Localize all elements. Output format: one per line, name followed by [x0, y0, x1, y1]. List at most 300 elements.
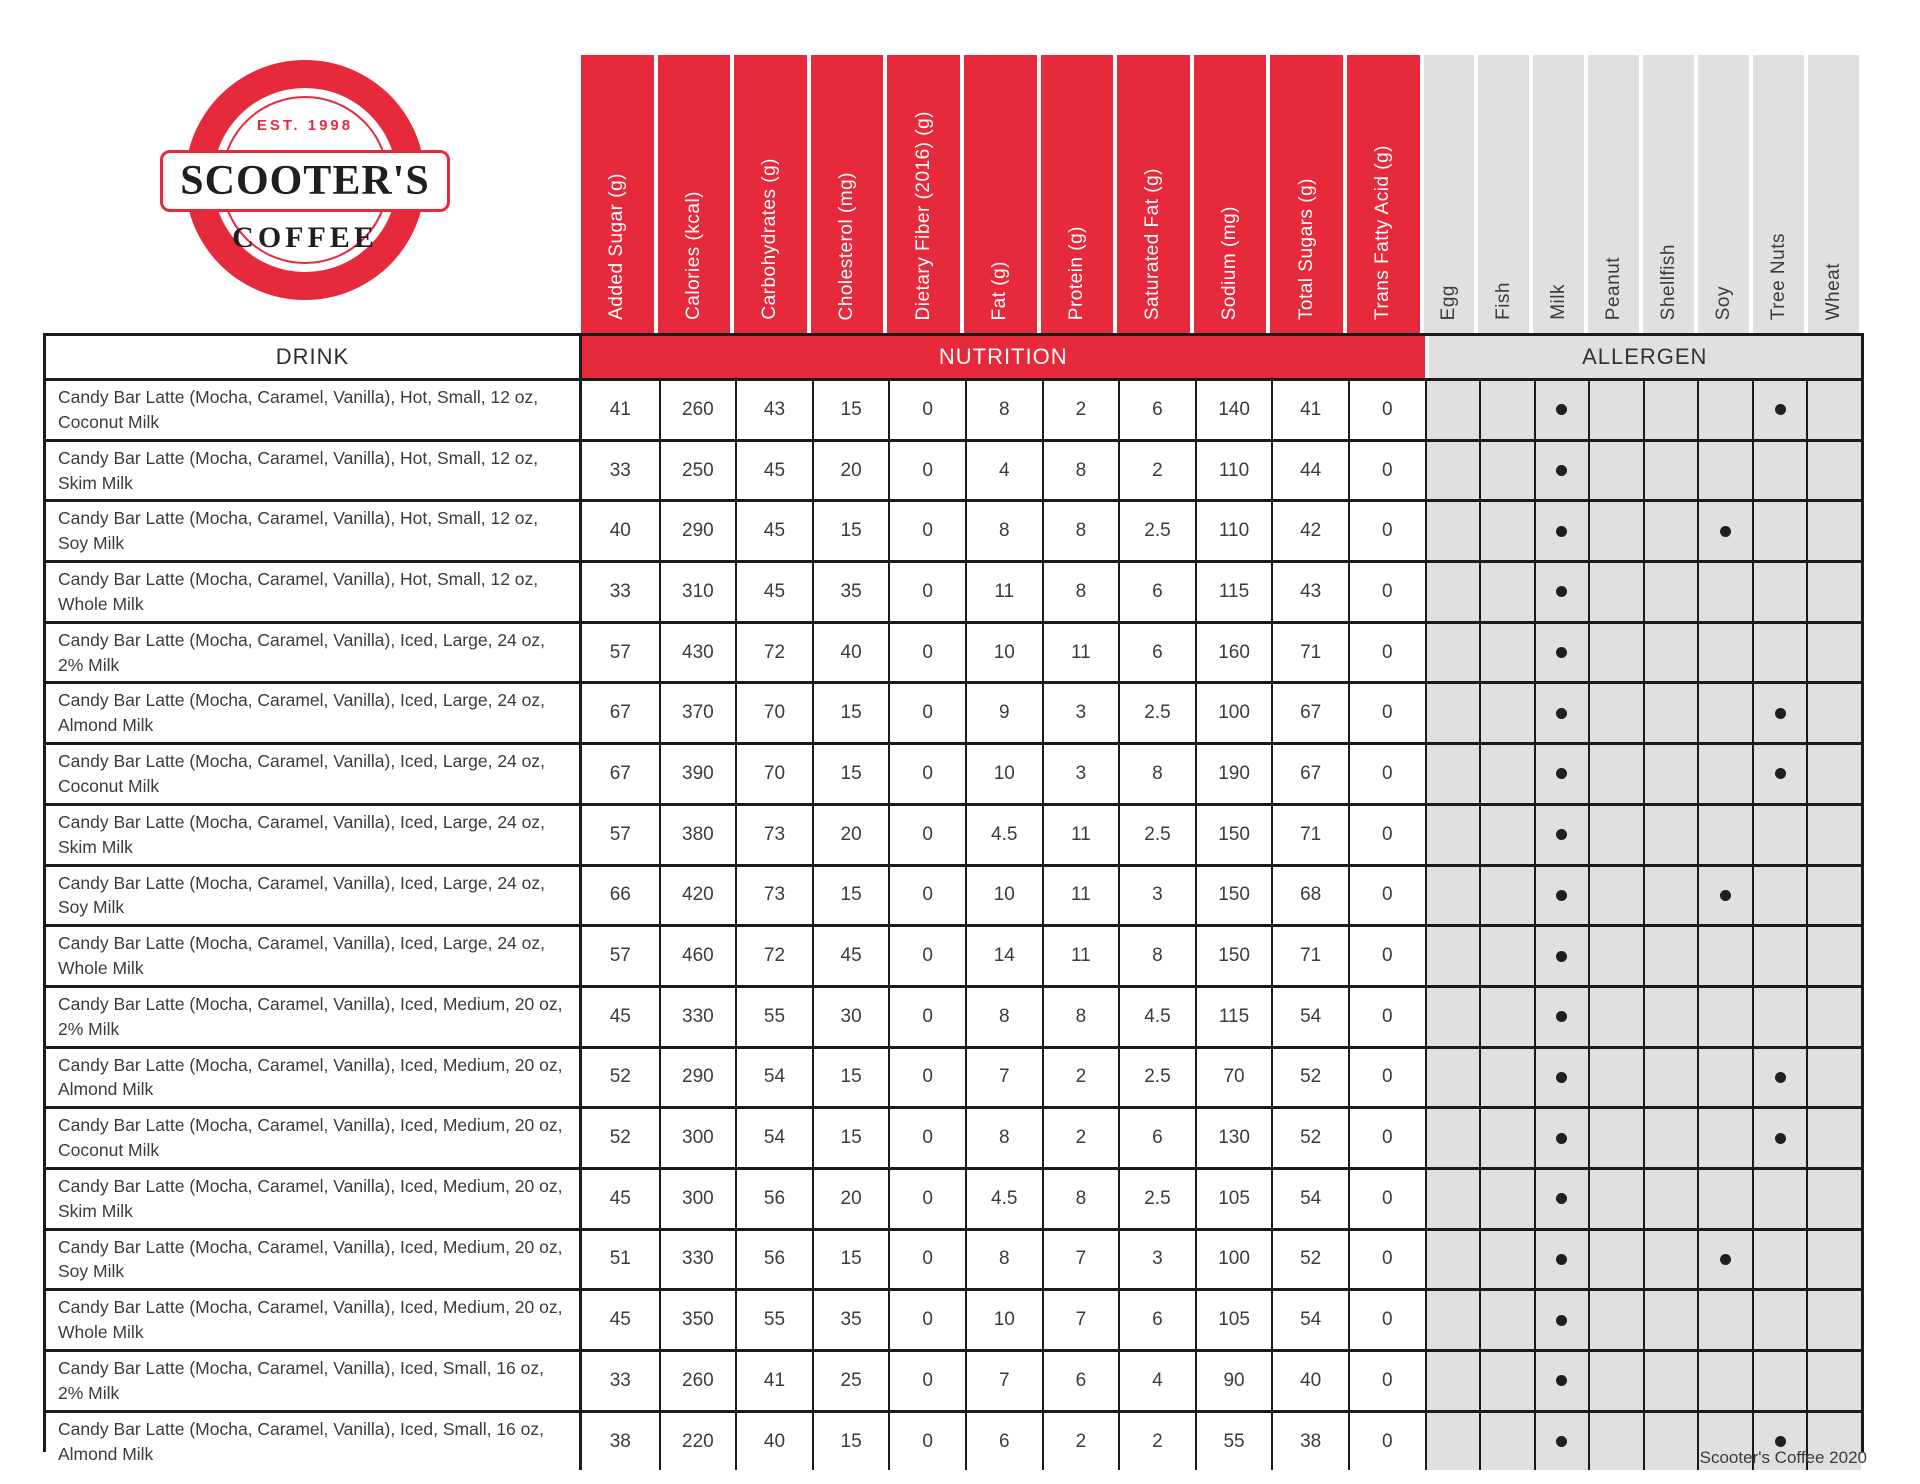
value-cell: 0	[1348, 742, 1425, 803]
allergen-cell	[1425, 1046, 1480, 1107]
value-cell: 8	[965, 985, 1042, 1046]
value-cell: 0	[888, 1288, 965, 1349]
allergen-cell	[1643, 1288, 1698, 1349]
allergen-cell	[1806, 621, 1861, 682]
value-cell: 2.5	[1118, 499, 1195, 560]
value-cell: 15	[812, 864, 889, 925]
allergen-cell	[1752, 985, 1807, 1046]
allergen-cell	[1588, 864, 1643, 925]
allergen-cell	[1588, 924, 1643, 985]
value-cell: 14	[965, 924, 1042, 985]
value-cell: 40	[812, 621, 889, 682]
value-cell: 290	[659, 499, 736, 560]
allergen-cell	[1534, 499, 1589, 560]
allergen-cell	[1588, 560, 1643, 621]
value-cell: 70	[735, 681, 812, 742]
value-cell: 4.5	[965, 1167, 1042, 1228]
value-cell: 190	[1195, 742, 1272, 803]
allergen-cell	[1479, 803, 1534, 864]
value-cell: 8	[1042, 439, 1119, 500]
value-cell: 0	[1348, 1349, 1425, 1410]
allergen-cell	[1752, 681, 1807, 742]
allergen-cell	[1588, 1106, 1643, 1167]
allergen-cell	[1425, 378, 1480, 439]
value-cell: 55	[735, 985, 812, 1046]
allergen-cell	[1588, 439, 1643, 500]
value-cell: 4	[965, 439, 1042, 500]
drink-cell: Candy Bar Latte (Mocha, Caramel, Vanilla), Iced, Medium, 20 oz, Coconut Milk	[46, 1106, 582, 1167]
allergen-column-label: Egg	[1437, 284, 1459, 320]
value-cell: 0	[1348, 499, 1425, 560]
value-cell: 15	[812, 1410, 889, 1471]
value-cell: 57	[582, 621, 659, 682]
value-cell: 0	[888, 499, 965, 560]
value-cell: 110	[1195, 439, 1272, 500]
value-cell: 15	[812, 499, 889, 560]
value-cell: 40	[735, 1410, 812, 1471]
drink-cell: Candy Bar Latte (Mocha, Caramel, Vanilla), Iced, Large, 24 oz, Coconut Milk	[46, 742, 582, 803]
allergen-cell	[1643, 1046, 1698, 1107]
value-cell: 54	[1271, 1167, 1348, 1228]
value-cell: 33	[582, 439, 659, 500]
allergen-cell	[1534, 1046, 1589, 1107]
value-cell: 105	[1195, 1288, 1272, 1349]
value-cell: 2.5	[1118, 803, 1195, 864]
allergen-cell	[1697, 439, 1752, 500]
allergen-cell	[1806, 439, 1861, 500]
allergen-dot	[1556, 465, 1567, 476]
allergen-cell	[1752, 1106, 1807, 1167]
allergen-cell	[1588, 803, 1643, 864]
allergen-cell	[1752, 1288, 1807, 1349]
allergen-cell	[1588, 499, 1643, 560]
allergen-cell	[1643, 1349, 1698, 1410]
drink-cell: Candy Bar Latte (Mocha, Caramel, Vanilla), Iced, Medium, 20 oz, Whole Milk	[46, 1288, 582, 1349]
allergen-cell	[1534, 1167, 1589, 1228]
allergen-dot	[1775, 1436, 1786, 1447]
allergen-cell	[1534, 378, 1589, 439]
value-cell: 0	[888, 1167, 965, 1228]
allergen-cell	[1697, 1349, 1752, 1410]
allergen-cell	[1534, 1410, 1589, 1471]
value-cell: 15	[812, 1046, 889, 1107]
allergen-column-header	[1422, 55, 1477, 333]
allergen-column-label: Fish	[1492, 282, 1514, 320]
value-cell: 15	[812, 1106, 889, 1167]
value-cell: 310	[659, 560, 736, 621]
value-cell: 45	[735, 499, 812, 560]
allergen-cell	[1697, 1046, 1752, 1107]
allergen-cell	[1643, 985, 1698, 1046]
allergen-cell	[1806, 1046, 1861, 1107]
value-cell: 15	[812, 681, 889, 742]
value-cell: 0	[888, 742, 965, 803]
allergen-cell	[1425, 1349, 1480, 1410]
allergen-column-header	[1531, 55, 1586, 333]
value-cell: 45	[735, 439, 812, 500]
allergen-column-label: Peanut	[1602, 256, 1624, 320]
allergen-cell	[1425, 681, 1480, 742]
value-cell: 72	[735, 621, 812, 682]
value-cell: 0	[888, 924, 965, 985]
allergen-cell	[1752, 803, 1807, 864]
allergen-dot	[1556, 1254, 1567, 1265]
allergen-cell	[1643, 560, 1698, 621]
allergen-dot	[1775, 1133, 1786, 1144]
value-cell: 140	[1195, 378, 1272, 439]
allergen-cell	[1752, 1228, 1807, 1289]
value-cell: 41	[582, 378, 659, 439]
value-cell: 430	[659, 621, 736, 682]
allergen-dot	[1556, 1436, 1567, 1447]
allergen-cell	[1806, 864, 1861, 925]
allergen-dot	[1775, 404, 1786, 415]
allergen-cell	[1588, 1167, 1643, 1228]
allergen-cell	[1697, 499, 1752, 560]
allergen-cell	[1425, 1228, 1480, 1289]
allergen-cell	[1588, 378, 1643, 439]
allergen-cell	[1588, 742, 1643, 803]
value-cell: 40	[1271, 1349, 1348, 1410]
allergen-cell	[1479, 378, 1534, 439]
allergen-cell	[1643, 742, 1698, 803]
allergen-cell	[1752, 1349, 1807, 1410]
value-cell: 54	[735, 1046, 812, 1107]
allergen-cell	[1806, 681, 1861, 742]
value-cell: 10	[965, 742, 1042, 803]
allergen-cell	[1806, 1288, 1861, 1349]
value-cell: 3	[1118, 1228, 1195, 1289]
logo-established-text: EST. 1998	[256, 117, 354, 134]
logo-column-spacer	[46, 55, 579, 333]
allergen-cell	[1643, 1106, 1698, 1167]
allergen-cell	[1534, 681, 1589, 742]
allergen-cell	[1534, 864, 1589, 925]
allergen-cell	[1534, 742, 1589, 803]
drink-cell: Candy Bar Latte (Mocha, Caramel, Vanilla), Iced, Large, 24 oz, Whole Milk	[46, 924, 582, 985]
value-cell: 0	[888, 1228, 965, 1289]
allergen-cell	[1534, 985, 1589, 1046]
drink-cell: Candy Bar Latte (Mocha, Caramel, Vanilla), Iced, Medium, 20 oz, Almond Milk	[46, 1046, 582, 1107]
allergen-column-header	[1696, 55, 1751, 333]
value-cell: 70	[735, 742, 812, 803]
value-cell: 8	[1118, 742, 1195, 803]
allergen-cell	[1425, 864, 1480, 925]
value-cell: 330	[659, 985, 736, 1046]
allergen-cell	[1479, 985, 1534, 1046]
value-cell: 4.5	[965, 803, 1042, 864]
allergen-cell	[1643, 864, 1698, 925]
value-cell: 67	[1271, 681, 1348, 742]
value-cell: 0	[1348, 621, 1425, 682]
nutrition-column-label: Dietary Fiber (2016) (g)	[912, 110, 934, 320]
value-cell: 57	[582, 803, 659, 864]
allergen-dot	[1556, 647, 1567, 658]
allergen-cell	[1534, 439, 1589, 500]
allergen-cell	[1697, 1106, 1752, 1167]
value-cell: 150	[1195, 803, 1272, 864]
value-cell: 10	[965, 864, 1042, 925]
value-cell: 45	[582, 1288, 659, 1349]
value-cell: 67	[582, 742, 659, 803]
allergen-cell	[1588, 1349, 1643, 1410]
value-cell: 115	[1195, 560, 1272, 621]
allergen-cell	[1643, 1228, 1698, 1289]
allergen-dot	[1775, 768, 1786, 779]
allergen-dot	[1775, 1072, 1786, 1083]
nutrition-column-header	[732, 55, 809, 333]
allergen-dot	[1556, 1375, 1567, 1386]
allergen-cell	[1479, 681, 1534, 742]
value-cell: 0	[1348, 1106, 1425, 1167]
value-cell: 2.5	[1118, 1167, 1195, 1228]
value-cell: 6	[1118, 378, 1195, 439]
allergen-cell	[1752, 1046, 1807, 1107]
allergen-cell	[1697, 1288, 1752, 1349]
drink-cell: Candy Bar Latte (Mocha, Caramel, Vanilla), Hot, Small, 12 oz, Soy Milk	[46, 499, 582, 560]
value-cell: 0	[888, 1106, 965, 1167]
value-cell: 11	[1042, 621, 1119, 682]
allergen-dot	[1556, 708, 1567, 719]
value-cell: 71	[1271, 621, 1348, 682]
vertical-header-row	[46, 55, 1861, 333]
value-cell: 20	[812, 803, 889, 864]
allergen-cell	[1752, 499, 1807, 560]
value-cell: 44	[1271, 439, 1348, 500]
value-cell: 54	[735, 1106, 812, 1167]
drink-cell: Candy Bar Latte (Mocha, Caramel, Vanilla), Iced, Large, 24 oz, Skim Milk	[46, 803, 582, 864]
value-cell: 0	[888, 864, 965, 925]
value-cell: 25	[812, 1349, 889, 1410]
logo-brand-name: SCOOTER'S	[180, 158, 430, 204]
drink-cell: Candy Bar Latte (Mocha, Caramel, Vanilla), Iced, Medium, 20 oz, 2% Milk	[46, 985, 582, 1046]
allergen-cell	[1697, 378, 1752, 439]
allergen-cell	[1479, 1046, 1534, 1107]
allergen-dot	[1720, 890, 1731, 901]
allergen-cell	[1425, 924, 1480, 985]
allergen-column-header	[1586, 55, 1641, 333]
value-cell: 0	[888, 985, 965, 1046]
value-cell: 2	[1042, 378, 1119, 439]
allergen-column-header	[1806, 55, 1861, 333]
allergen-cell	[1425, 1106, 1480, 1167]
value-cell: 150	[1195, 924, 1272, 985]
value-cell: 45	[812, 924, 889, 985]
allergen-cell	[1534, 1288, 1589, 1349]
allergen-cell	[1534, 924, 1589, 985]
allergen-cell	[1697, 681, 1752, 742]
drink-cell: Candy Bar Latte (Mocha, Caramel, Vanilla), Iced, Large, 24 oz, Almond Milk	[46, 681, 582, 742]
value-cell: 45	[582, 1167, 659, 1228]
allergen-cell	[1643, 1410, 1698, 1471]
nutrition-column-header	[579, 55, 656, 333]
value-cell: 0	[888, 621, 965, 682]
value-cell: 220	[659, 1410, 736, 1471]
value-cell: 68	[1271, 864, 1348, 925]
value-cell: 3	[1042, 681, 1119, 742]
allergen-cell	[1534, 803, 1589, 864]
value-cell: 7	[965, 1349, 1042, 1410]
allergen-cell	[1588, 1288, 1643, 1349]
value-cell: 0	[888, 1410, 965, 1471]
value-cell: 35	[812, 1288, 889, 1349]
allergen-cell	[1752, 1167, 1807, 1228]
allergen-cell	[1806, 803, 1861, 864]
value-cell: 9	[965, 681, 1042, 742]
allergen-cell	[1534, 1228, 1589, 1289]
value-cell: 390	[659, 742, 736, 803]
allergen-cell	[1479, 742, 1534, 803]
value-cell: 67	[1271, 742, 1348, 803]
value-cell: 41	[735, 1349, 812, 1410]
allergen-cell	[1479, 499, 1534, 560]
value-cell: 30	[812, 985, 889, 1046]
value-cell: 160	[1195, 621, 1272, 682]
value-cell: 115	[1195, 985, 1272, 1046]
allergen-dot	[1720, 526, 1731, 537]
value-cell: 0	[1348, 864, 1425, 925]
value-cell: 38	[1271, 1410, 1348, 1471]
value-cell: 66	[582, 864, 659, 925]
allergen-cell	[1697, 742, 1752, 803]
value-cell: 6	[1118, 560, 1195, 621]
allergen-cell	[1697, 985, 1752, 1046]
value-cell: 15	[812, 1228, 889, 1289]
drink-cell: Candy Bar Latte (Mocha, Caramel, Vanilla), Hot, Small, 12 oz, Skim Milk	[46, 439, 582, 500]
value-cell: 8	[1042, 1167, 1119, 1228]
value-cell: 40	[582, 499, 659, 560]
value-cell: 6	[965, 1410, 1042, 1471]
allergen-dot	[1556, 890, 1567, 901]
value-cell: 38	[582, 1410, 659, 1471]
allergen-cell	[1588, 681, 1643, 742]
value-cell: 90	[1195, 1349, 1272, 1410]
allergen-column-label: Tree Nuts	[1767, 232, 1789, 320]
drink-cell: Candy Bar Latte (Mocha, Caramel, Vanilla), Hot, Small, 12 oz, Coconut Milk	[46, 378, 582, 439]
value-cell: 290	[659, 1046, 736, 1107]
value-cell: 11	[1042, 864, 1119, 925]
allergen-cell	[1643, 621, 1698, 682]
allergen-dot	[1556, 1315, 1567, 1326]
allergen-cell	[1697, 864, 1752, 925]
value-cell: 6	[1118, 1288, 1195, 1349]
nutrition-column-label: Protein (g)	[1065, 225, 1087, 320]
logo-coffee-text: COFFEE	[232, 221, 378, 254]
drink-section-header: DRINK	[46, 336, 582, 378]
nutrition-column-header	[1268, 55, 1345, 333]
allergen-cell	[1697, 1228, 1752, 1289]
value-cell: 73	[735, 864, 812, 925]
value-cell: 0	[1348, 1288, 1425, 1349]
allergen-dot	[1556, 1072, 1567, 1083]
allergen-cell	[1697, 560, 1752, 621]
value-cell: 130	[1195, 1106, 1272, 1167]
allergen-cell	[1643, 924, 1698, 985]
value-cell: 73	[735, 803, 812, 864]
value-cell: 110	[1195, 499, 1272, 560]
allergen-cell	[1697, 1167, 1752, 1228]
nutrition-column-label: Fat (g)	[989, 260, 1011, 320]
nutrition-column-label: Added Sugar (g)	[606, 173, 628, 320]
allergen-section-header: ALLERGEN	[1425, 336, 1861, 378]
allergen-cell	[1425, 621, 1480, 682]
allergen-cell	[1643, 681, 1698, 742]
nutrition-column-header	[809, 55, 886, 333]
nutrition-column-header	[1039, 55, 1116, 333]
drink-cell: Candy Bar Latte (Mocha, Caramel, Vanilla), Iced, Medium, 20 oz, Soy Milk	[46, 1228, 582, 1289]
value-cell: 42	[1271, 499, 1348, 560]
value-cell: 0	[888, 1349, 965, 1410]
allergen-dot	[1775, 708, 1786, 719]
value-cell: 260	[659, 378, 736, 439]
value-cell: 300	[659, 1106, 736, 1167]
allergen-cell	[1752, 621, 1807, 682]
allergen-cell	[1425, 439, 1480, 500]
value-cell: 3	[1118, 864, 1195, 925]
allergen-cell	[1806, 378, 1861, 439]
value-cell: 54	[1271, 1288, 1348, 1349]
value-cell: 52	[1271, 1106, 1348, 1167]
allergen-cell	[1425, 985, 1480, 1046]
allergen-cell	[1643, 803, 1698, 864]
allergen-dot	[1556, 1133, 1567, 1144]
value-cell: 0	[1348, 560, 1425, 621]
value-cell: 20	[812, 1167, 889, 1228]
allergen-cell	[1588, 985, 1643, 1046]
value-cell: 55	[1195, 1410, 1272, 1471]
nutrition-column-label: Saturated Fat (g)	[1142, 167, 1164, 320]
value-cell: 4	[1118, 1349, 1195, 1410]
value-cell: 6	[1118, 1106, 1195, 1167]
drink-cell: Candy Bar Latte (Mocha, Caramel, Vanilla), Iced, Large, 24 oz, Soy Milk	[46, 864, 582, 925]
allergen-cell	[1806, 499, 1861, 560]
nutrition-column-label: Sodium (mg)	[1219, 205, 1241, 320]
allergen-cell	[1752, 742, 1807, 803]
value-cell: 71	[1271, 924, 1348, 985]
value-cell: 0	[888, 1046, 965, 1107]
allergen-cell	[1588, 1228, 1643, 1289]
value-cell: 71	[1271, 803, 1348, 864]
allergen-cell	[1425, 803, 1480, 864]
value-cell: 350	[659, 1288, 736, 1349]
value-cell: 370	[659, 681, 736, 742]
value-cell: 7	[965, 1046, 1042, 1107]
value-cell: 33	[582, 1349, 659, 1410]
nutrition-column-label: Calories (kcal)	[682, 191, 704, 320]
value-cell: 8	[1042, 499, 1119, 560]
value-cell: 2.5	[1118, 1046, 1195, 1107]
allergen-cell	[1479, 1288, 1534, 1349]
allergen-cell	[1479, 1228, 1534, 1289]
value-cell: 72	[735, 924, 812, 985]
nutrition-column-header	[885, 55, 962, 333]
value-cell: 8	[965, 1228, 1042, 1289]
allergen-cell	[1643, 378, 1698, 439]
value-cell: 15	[812, 378, 889, 439]
value-cell: 8	[965, 499, 1042, 560]
allergen-dot	[1556, 768, 1567, 779]
value-cell: 8	[1042, 985, 1119, 1046]
drink-cell: Candy Bar Latte (Mocha, Caramel, Vanilla), Iced, Large, 24 oz, 2% Milk	[46, 621, 582, 682]
nutrition-column-label: Trans Fatty Acid (g)	[1372, 144, 1394, 320]
value-cell: 6	[1042, 1349, 1119, 1410]
allergen-cell	[1752, 864, 1807, 925]
value-cell: 56	[735, 1228, 812, 1289]
allergen-cell	[1479, 924, 1534, 985]
value-cell: 57	[582, 924, 659, 985]
value-cell: 56	[735, 1167, 812, 1228]
allergen-cell	[1806, 742, 1861, 803]
